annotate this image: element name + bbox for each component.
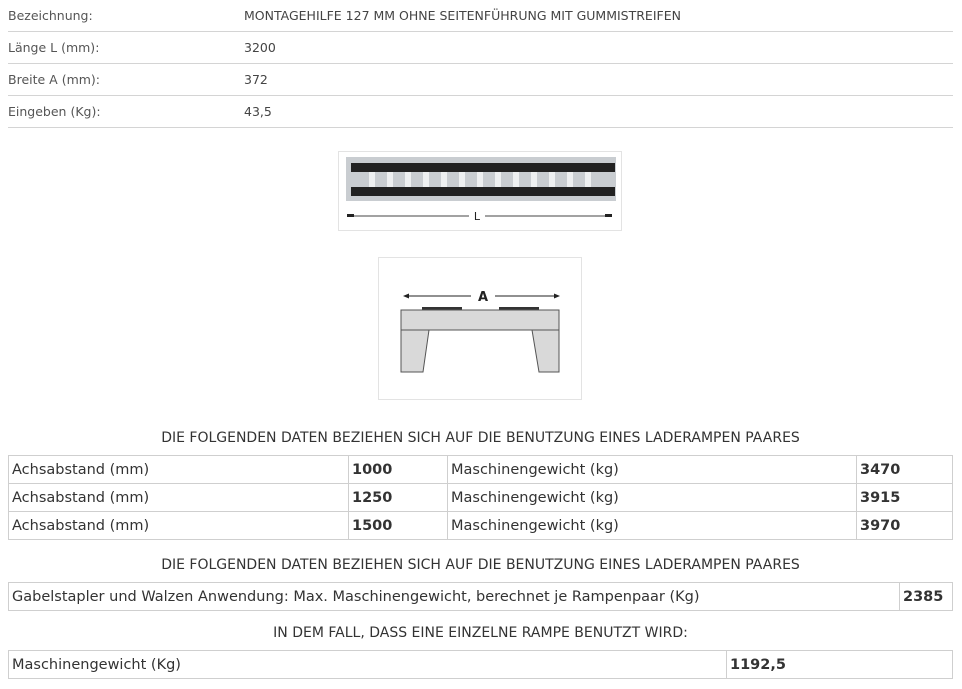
spec-row-gewicht (8, 96, 953, 128)
axle-label: Achsabstand (mm) (9, 512, 349, 540)
spec-value: 3200 (244, 40, 276, 55)
axle-value: 1500 (349, 512, 448, 540)
section-title-single-ramp: IN DEM FALL, DASS EINE EINZELNE RAMPE BENUTZT WIRD: (273, 625, 688, 641)
forklift-table (8, 582, 953, 611)
weight-label: Maschinengewicht (kg) (448, 456, 857, 484)
single-ramp-value: 1192,5 (727, 651, 953, 679)
spec-value: 372 (244, 72, 268, 87)
spec-label: Breite A (mm): (8, 72, 101, 87)
forklift-value: 2385 (900, 583, 953, 611)
width-label-A: A (477, 290, 489, 305)
ramp-front-view-image (378, 257, 582, 400)
spec-value: MONTAGEHILFE 127 MM OHNE SEITENFÜHRUNG MIT GUMMISTREIFEN (244, 8, 681, 23)
ramp-top-view-drawing (339, 152, 621, 230)
table-row (9, 651, 953, 679)
spec-label: Eingeben (Kg): (8, 104, 101, 119)
weight-value: 3970 (857, 512, 953, 540)
spec-table (8, 0, 953, 128)
section-title-forklift: DIE FOLGENDEN DATEN BEZIEHEN SICH AUF DIE BENUTZUNG EINES LADERAMPEN PAARES (161, 557, 800, 573)
length-label-L: L (473, 210, 481, 223)
weight-value: 3915 (857, 484, 953, 512)
spec-label: Bezeichnung: (8, 8, 93, 23)
spec-label: Länge L (mm): (8, 40, 100, 55)
spec-row-breite (8, 64, 953, 96)
table-row (9, 512, 953, 540)
weight-label: Maschinengewicht (kg) (448, 512, 857, 540)
ramp-front-view-drawing (379, 258, 581, 399)
single-ramp-table (8, 650, 953, 679)
weight-label: Maschinengewicht (kg) (448, 484, 857, 512)
single-ramp-label: Maschinengewicht (Kg) (9, 651, 727, 679)
axle-distance-table (8, 455, 953, 540)
axle-label: Achsabstand (mm) (9, 484, 349, 512)
axle-label: Achsabstand (mm) (9, 456, 349, 484)
spec-value: 43,5 (244, 104, 272, 119)
table-row (9, 583, 953, 611)
weight-value: 3470 (857, 456, 953, 484)
axle-value: 1000 (349, 456, 448, 484)
ramp-top-view-image (338, 151, 622, 231)
forklift-label: Gabelstapler und Walzen Anwendung: Max. Maschinengewicht, berechnet je Rampenpaar (Kg) (9, 583, 900, 611)
table-row (9, 484, 953, 512)
spec-row-laenge (8, 32, 953, 64)
spec-row-bezeichnung (8, 0, 953, 32)
axle-value: 1250 (349, 484, 448, 512)
table-row (9, 456, 953, 484)
section-title-pair: DIE FOLGENDEN DATEN BEZIEHEN SICH AUF DIE BENUTZUNG EINES LADERAMPEN PAARES (161, 430, 800, 446)
